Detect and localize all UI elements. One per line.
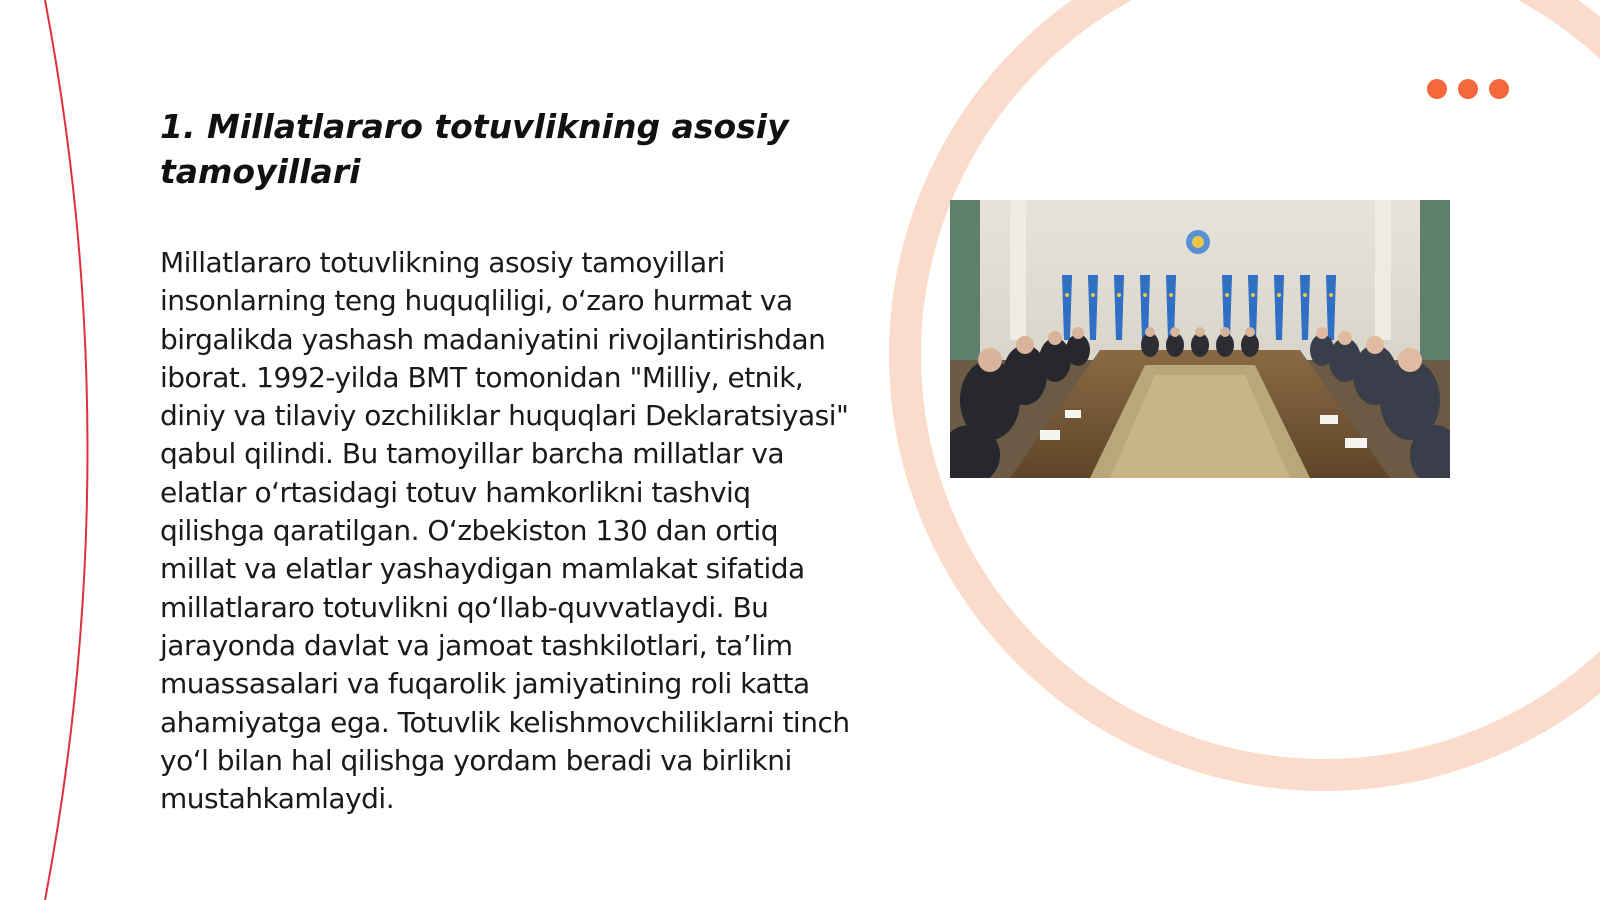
dot-icon	[1489, 79, 1509, 99]
dot-icon	[1458, 79, 1478, 99]
three-dots-icon	[1427, 79, 1509, 99]
meeting-photo-illustration	[950, 200, 1450, 478]
meeting-photo	[950, 200, 1450, 478]
slide-title: 1. Millatlararo totuvlikning asosiy tamoyillari	[160, 107, 789, 191]
decorative-left-curve	[45, 0, 88, 900]
dot-icon	[1427, 79, 1447, 99]
slide-body-text: Millatlararo totuvlikning asosiy tamoyillari insonlarning teng huquqliligi, o‘zaro hurmat va birgalikda yashash madaniyatini rivojlantirishdan iborat. 1992-yilda BMT tomonidan "Milliy, etnik, diniy va tilaviy ozchiliklar huquqlari Deklaratsiyasi" qabul qilindi. Bu tamoyillar barcha millatlar va elatlar o‘rtasidagi totuv hamkorlikni tashviq qilishga qaratilgan. O‘zbekiston 130 dan ortiq millat va elatlar yashaydigan mamlakat sifatida millatlararo totuvlikni qo‘llab-quvvatlaydi. Bu jarayonda davlat va jamoat tashkilotlari, ta’lim muassasalari va fuqarolik jamiyatining roli katta ahamiyatga ega. Totuvlik kelishmovchiliklarni tinch yo‘l bilan hal qilishga yordam beradi va birlikni mustahkamlaydi.	[160, 246, 850, 816]
